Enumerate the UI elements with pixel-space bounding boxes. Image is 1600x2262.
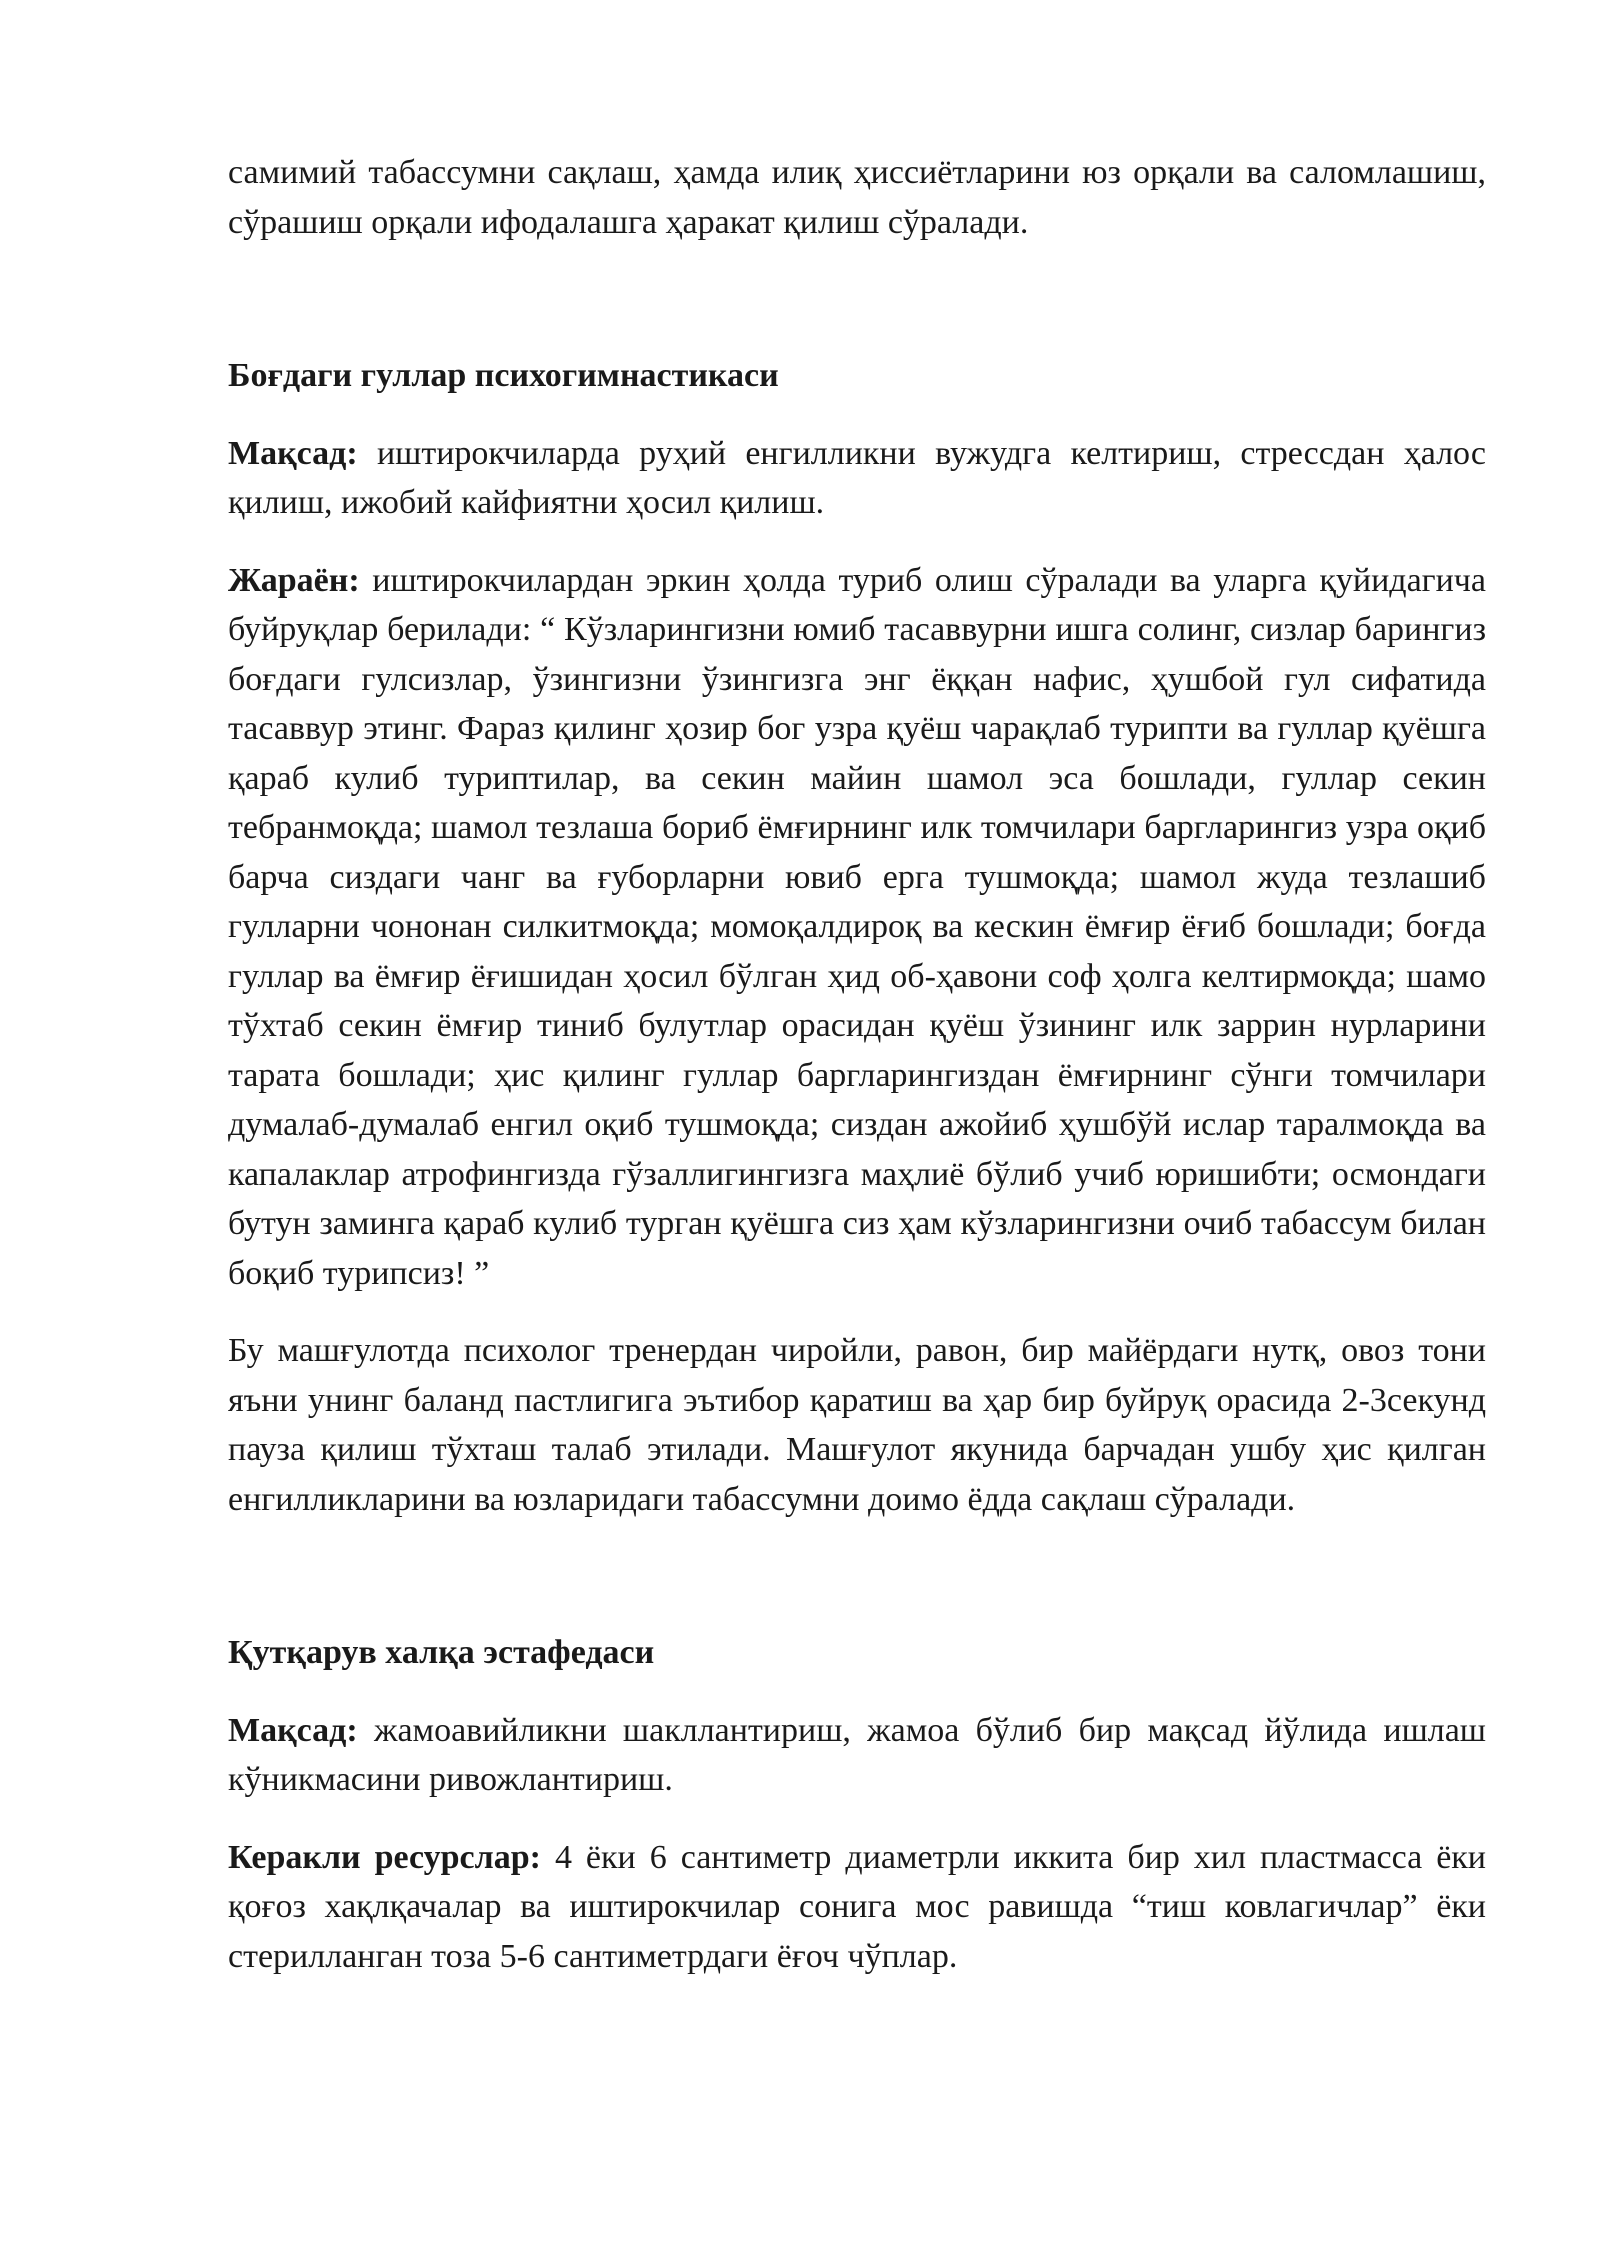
resources-paragraph [228,1833,1486,1982]
document-page [228,148,1486,1981]
goal-text-2: жамоавийликни шакллантириш, жамоа бўлиб бир мақсад йўлида ишлаш кўникмасини ривожлантириш. [228,1711,1486,1798]
process-label: Жараён: [228,561,360,599]
goal-paragraph-2 [228,1706,1486,1805]
resources-text: 4 ёки 6 сантиметр диаметрли иккита бир хил пластмасса ёки қоғоз хақлқачалар ва иштирокчилар сонига мос равишда “тиш ковлагичлар” ёки стерилланган тоза 5-6 сантиметрдаги ёғоч чўплар. [228,1838,1486,1975]
intro-paragraph: самимий табассумни сақлаш, ҳамда илиқ ҳиссиётларини юз орқали ва саломлашиш, сўрашиш орқали ифодалашга ҳаракат қилиш сўралади. [228,154,1486,241]
section-title-flower-psychogymnastics: Боғдаги гуллар психогимнастикаси [228,357,779,394]
process-paragraph [228,556,1486,1299]
resources-label: Керакли ресурслар: [228,1838,541,1876]
trainer-note-paragraph: Бу машғулотда психолог тренердан чиройли, равон, бир майёрдаги нутқ, овоз тони яъни унинг баланд пастлигига эътибор қаратиш ва ҳар бир буйруқ орасида 2-3секунд пауза қилиш тўхташ талаб этилади. Машғулот якунида барчадан ушбу ҳис қилган енгилликларини ва юзларидаги табассумни доимо ёдда сақлаш сўралади. [228,1332,1486,1518]
goal-label-2: Мақсад: [228,1711,358,1749]
goal-paragraph [228,429,1486,528]
goal-label: Мақсад: [228,434,358,472]
goal-text: иштирокчиларда руҳий енгилликни вужудга келтириш, стрессдан ҳалос қилиш, ижобий кайфиятни ҳосил қилиш. [228,434,1486,521]
section-title-rescue-ring-relay: Қутқарув халқа эстафедаси [228,1634,655,1671]
process-text: иштирокчилардан эркин ҳолда туриб олиш сўралади ва уларга қуйидагича буйруқлар берилади: “ Кўзларингизни юмиб тасаввурни ишга солинг, сизлар барингиз боғдаги гулсизлар, ўзингизни ўзингизга энг ёққан нафис, ҳушбой гул сифатида тасаввур этинг. Фараз қилинг ҳозир бог узра қуёш чарақлаб турипти ва гуллар қуёшга қараб кулиб туриптилар, ва секин майин шамол эса бошлади, гуллар секин тебранмоқда; шамол тезлаша бориб ёмғирнинг илк томчилари баргларингиз узра оқиб барча сиздаги чанг ва ғуборларни ювиб ерга тушмоқда; шамол жуда тезлашиб гулларни чононан силкитмоқда; момоқалдироқ ва кескин ёмғир ёғиб бошлади; боғда гуллар ва ёмғир ёғишидан ҳосил бўлган ҳид об-ҳавони соф ҳолга келтирмоқда; шамо тўхтаб секин ёмғир тиниб булутлар орасидан қуёш ўзининг илк заррин нурларини тарата бошлади; ҳис қилинг гуллар баргларингиздан ёмғирнинг сўнги томчилари думалаб-думалаб енгил оқиб тушмоқда; сиздан ажойиб ҳушбўй ислар таралмоқда ва капалаклар атрофингизда гўзаллигингизга маҳлиё бўлиб учиб юришибти; осмондаги бутун заминга қараб кулиб турган қуёшга сиз ҳам кўзларингизни очиб табассум билан боқиб турипсиз! ” [228,561,1486,1292]
